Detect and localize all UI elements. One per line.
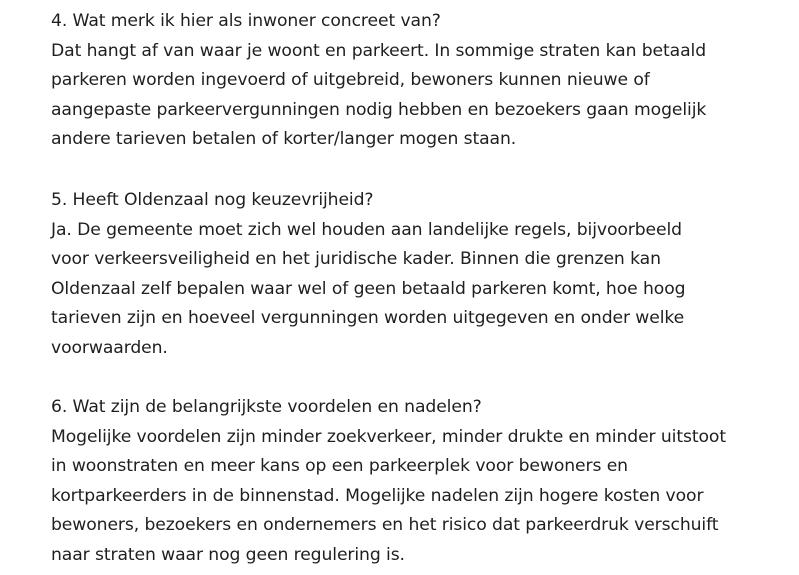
faq-answer-line: in woonstraten en meer kans op een parkeerplek voor bewoners en <box>51 456 628 477</box>
faq-question-5: 5. Heeft Oldenzaal nog keuzevrijheid? <box>51 190 374 210</box>
faq-answer-line: bewoners, bezoekers en ondernemers en het risico dat parkeerdruk verschuift <box>51 515 719 536</box>
faq-answer-line: voorwaarden. <box>51 337 168 358</box>
faq-section-4 <box>51 7 791 155</box>
faq-answer-line: Ja. De gemeente moet zich wel houden aan landelijke regels, bijvoorbeeld <box>51 219 682 240</box>
faq-answer-line: aangepaste parkeervergunningen nodig hebben en bezoekers gaan mogelijk <box>51 99 707 120</box>
faq-answer-line: Dat hangt af van waar je woont en parkeert. In sommige straten kan betaald <box>51 40 706 61</box>
faq-answer-line: voor verkeersveiligheid en het juridische kader. Binnen die grenzen kan <box>51 249 661 270</box>
faq-section-6 <box>51 393 791 571</box>
faq-answer-line: tarieven zijn en hoeveel vergunningen worden uitgegeven en onder welke <box>51 308 685 329</box>
faq-answer-line: parkeren worden ingevoerd of uitgebreid, bewoners kunnen nieuwe of <box>51 70 650 91</box>
faq-section-5 <box>51 186 791 364</box>
faq-question-6: 6. Wat zijn de belangrijkste voordelen en nadelen? <box>51 397 482 417</box>
faq-answer-line: naar straten waar nog geen regulering is. <box>51 544 405 565</box>
faq-question-4: 4. Wat merk ik hier als inwoner concreet van? <box>51 11 441 31</box>
faq-answer-line: Oldenzaal zelf bepalen waar wel of geen betaald parkeren komt, hoe hoog <box>51 278 686 299</box>
faq-answer-line: kortparkeerders in de binnenstad. Mogelijke nadelen zijn hogere kosten voor <box>51 485 704 506</box>
faq-answer-line: andere tarieven betalen of korter/langer mogen staan. <box>51 129 517 150</box>
faq-answer-line: Mogelijke voordelen zijn minder zoekverkeer, minder drukte en minder uitstoot <box>51 426 726 447</box>
